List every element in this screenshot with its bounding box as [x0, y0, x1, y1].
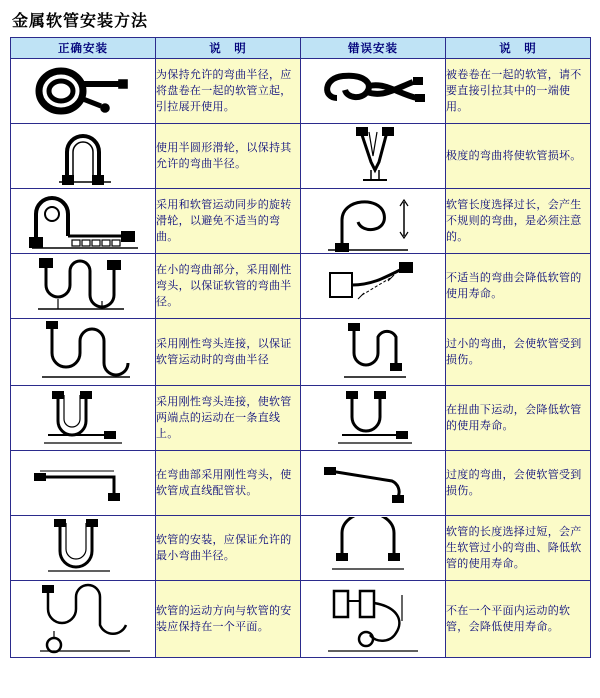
note-correct: 在弯曲部采用刚性弯头，使软管成直线配管状。: [156, 451, 301, 516]
diagram-rigid-elbow-small-bend: [11, 254, 156, 319]
note-correct: 采用和软管运动同步的旋转滑轮，以避免不适当的弯曲。: [156, 189, 301, 254]
header-wrong-note: 说 明: [446, 38, 591, 59]
table-row: [11, 319, 591, 386]
note-wrong: 不适当的弯曲会降低软管的使用寿命。: [446, 254, 591, 319]
diagram-straight-pipe-elbow: [11, 451, 156, 516]
installation-methods-table: [10, 37, 591, 658]
diagram-twisted-u-bend: [301, 386, 446, 451]
diagram-sync-roller-chain: [11, 189, 156, 254]
diagram-rigid-elbow-connection: [11, 319, 156, 386]
note-correct: 采用刚性弯头连接，以保证软管运动时的弯曲半径: [156, 319, 301, 386]
diagram-different-plane-motion: [301, 581, 446, 658]
note-wrong: 极度的弯曲将使软管损坏。: [446, 124, 591, 189]
diagram-same-plane-motion: [11, 581, 156, 658]
diagram-semicircle-pulley: [11, 124, 156, 189]
diagram-improper-bend-lifespan: [301, 254, 446, 319]
note-wrong: 被卷卷在一起的软管，请不要直接引拉其中的一端使用。: [446, 59, 591, 124]
note-correct: 采用刚性弯头连接，使软管两端点的运动在一条直线上。: [156, 386, 301, 451]
note-wrong: 不在一个平面内运动的软管，会降低使用寿命。: [446, 581, 591, 658]
table-row: [11, 59, 591, 124]
diagram-excessive-bend-damage: [301, 451, 446, 516]
diagram-coil-hose-roll: [11, 59, 156, 124]
note-wrong: 软管长度选择过长，会产生不规则的弯曲，是必须注意的。: [446, 189, 591, 254]
table-row: [11, 254, 591, 319]
table-row: [11, 581, 591, 658]
table-row: [11, 189, 591, 254]
header-wrong-install: 错误安装: [301, 38, 446, 59]
diagram-too-long-small-bend: [301, 516, 446, 581]
note-wrong: 在扭曲下运动，会降低软管的使用寿命。: [446, 386, 591, 451]
note-wrong: 软管的长度选择过短，会产生软管过小的弯曲、降低软管的使用寿命。: [446, 516, 591, 581]
note-correct: 软管的安装，应保证允许的最小弯曲半径。: [156, 516, 301, 581]
note-correct: 使用半圆形滑轮，以保持其允许的弯曲半径。: [156, 124, 301, 189]
note-correct: 软管的运动方向与软管的安装应保持在一个平面。: [156, 581, 301, 658]
note-wrong: 过度的弯曲，会使软管受到损伤。: [446, 451, 591, 516]
table-row: [11, 516, 591, 581]
diagram-coil-hose-pulled: [301, 59, 446, 124]
header-correct-install: 正确安装: [11, 38, 156, 59]
diagram-sharp-bend-pulley: [301, 124, 446, 189]
table-header-row: [11, 38, 591, 59]
table-row: [11, 451, 591, 516]
diagram-too-long-irregular-bend: [301, 189, 446, 254]
table-row: [11, 386, 591, 451]
diagram-too-small-bend-damage: [301, 319, 446, 386]
diagram-min-bend-radius-install: [11, 516, 156, 581]
table-row: [11, 124, 591, 189]
note-wrong: 过小的弯曲，会使软管受到损伤。: [446, 319, 591, 386]
note-correct: 在小的弯曲部分，采用刚性弯头，以保证软管的弯曲半径。: [156, 254, 301, 319]
diagram-u-bend-straight-line: [11, 386, 156, 451]
header-correct-note: 说 明: [156, 38, 301, 59]
page-title: 金属软管安装方法: [12, 11, 149, 30]
note-correct: 为保持允许的弯曲半径，应将盘卷在一起的软管立起，引拉展开使用。: [156, 59, 301, 124]
